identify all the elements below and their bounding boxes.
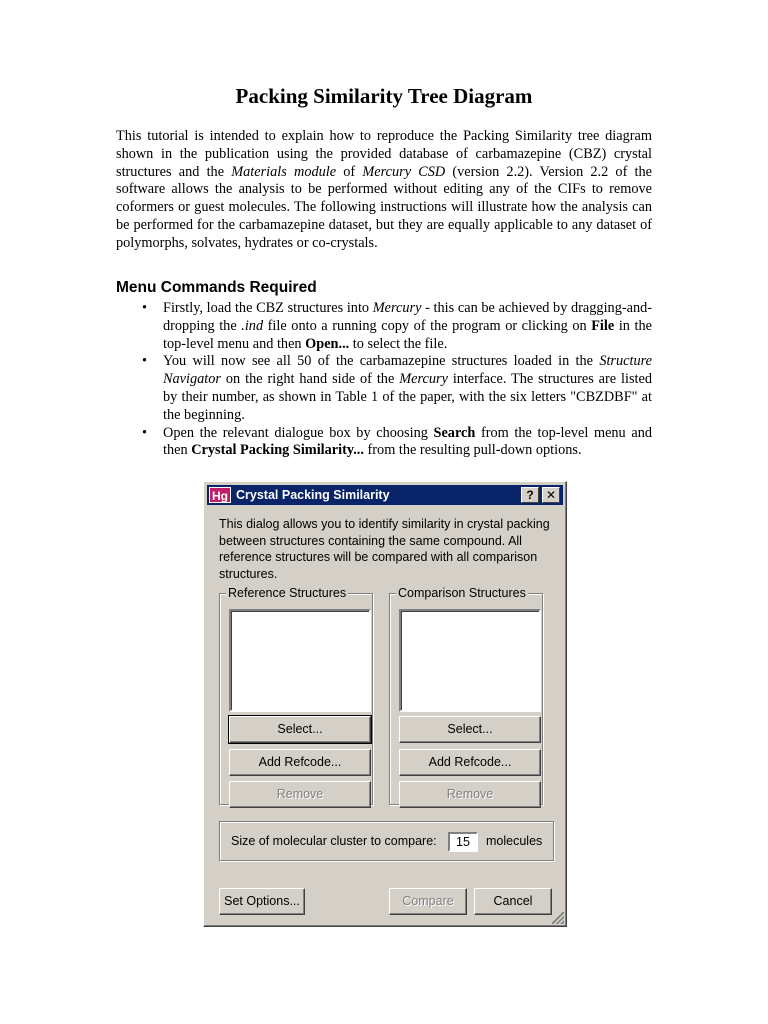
crystal-packing-similarity-dialog (203, 481, 567, 927)
b2-navigator: Structure Navigator (163, 353, 652, 388)
b2-text-1: You will now see all 50 of the carbamazepine structures loaded in the (163, 353, 600, 370)
section-heading: Menu Commands Required (116, 279, 317, 296)
comparison-remove-button[interactable]: Remove (399, 781, 541, 808)
cancel-button[interactable]: Cancel (474, 888, 552, 915)
intro-of: of (336, 163, 363, 180)
intro-paragraph (116, 128, 652, 253)
comparison-select-button[interactable]: Select... (399, 716, 541, 743)
b2-mercury: Mercury (399, 371, 448, 388)
cluster-size-unit: molecules (486, 834, 543, 848)
b3-text-1: Open the relevant dialogue box by choosing (163, 424, 434, 441)
reference-select-button[interactable]: Select... (229, 716, 371, 743)
reference-structures-label: Reference Structures (228, 586, 347, 600)
compare-button[interactable]: Compare (389, 888, 467, 915)
b1-ind: .ind (241, 317, 264, 334)
comparison-structures-label: Comparison Structures (398, 586, 526, 600)
b3-text-3: from the resulting pull-down options. (363, 442, 582, 459)
comparison-structures-list[interactable] (399, 609, 541, 712)
b1-file: File (591, 317, 615, 334)
b3-search: Search (433, 424, 476, 441)
list-item (116, 300, 652, 353)
reference-structures-group (219, 586, 373, 805)
resize-grip-icon[interactable] (552, 912, 564, 924)
intro-text-1: This tutorial is intended to explain how to reproduce the Packing Similarity tree diagram shown in the publication using the provided database of carbamazepine (CBZ) crystal structures and the (116, 128, 652, 180)
b1-mercury: Mercury (372, 300, 422, 316)
list-item (116, 353, 652, 424)
dialog-description: This dialog allows you to identify similarity in crystal packing between structures containing the same compound. All reference structures will be compared with all comparison structures. (219, 517, 550, 581)
b1-text-5: to select the file. (349, 335, 448, 352)
cluster-size-label: Size of molecular cluster to compare: (231, 834, 437, 848)
reference-add-refcode-button[interactable]: Add Refcode... (229, 749, 371, 776)
intro-text-2: (version 2.2). Version 2.2 of the software allows the analysis to be performed without editing any of the CIFs to remove coformers or guest molecules. The following instructions will illustrate how the analysis can be performed for the carbamazepine dataset, but they are equally applicable to any dataset of polymorphs, solvates, hydrates or co-crystals. (116, 163, 652, 251)
page-title: Packing Similarity Tree Diagram (235, 84, 533, 108)
b1-text-2: - this can be achieved by dragging-and-dropping the (163, 300, 653, 334)
intro-materials-module: Materials module (231, 163, 337, 180)
list-item (116, 425, 652, 461)
cluster-size-panel (219, 821, 554, 861)
b3-text-2: from the top-level menu and then (163, 424, 652, 459)
b3-crystal-packing-similarity: Crystal Packing Similarity... (191, 442, 364, 459)
close-button[interactable]: ✕ (542, 487, 560, 503)
set-options-button[interactable]: Set Options... (219, 888, 305, 915)
dialog-title: Crystal Packing Similarity (236, 488, 390, 502)
intro-mercury-csd: Mercury CSD (362, 163, 446, 180)
comparison-add-refcode-button[interactable]: Add Refcode... (399, 749, 541, 776)
instruction-list (116, 300, 652, 460)
b1-open: Open... (305, 335, 350, 352)
reference-structures-list[interactable] (229, 609, 371, 712)
mercury-app-icon: Hg (209, 487, 231, 503)
b1-text-1: Firstly, load the CBZ structures into (163, 300, 373, 316)
dialog-title-bar[interactable] (207, 485, 563, 505)
b1-text-3: file onto a running copy of the program or clicking on (263, 317, 592, 334)
bullet-icon: • (142, 424, 148, 441)
b2-text-3: interface. The structures are listed by their number, as shown in Table 1 of the paper, with the six letters "CBZDBF" at the beginning. (163, 371, 653, 423)
comparison-structures-group (389, 586, 543, 805)
reference-remove-button[interactable]: Remove (229, 781, 371, 808)
bullet-icon: • (142, 300, 148, 316)
bullet-icon: • (142, 353, 148, 370)
cluster-size-input[interactable]: 15 (448, 832, 478, 852)
help-button[interactable]: ? (521, 487, 539, 503)
b2-text-2: on the right hand side of the (220, 371, 400, 388)
b1-text-4: in the top-level menu and then (163, 317, 652, 352)
